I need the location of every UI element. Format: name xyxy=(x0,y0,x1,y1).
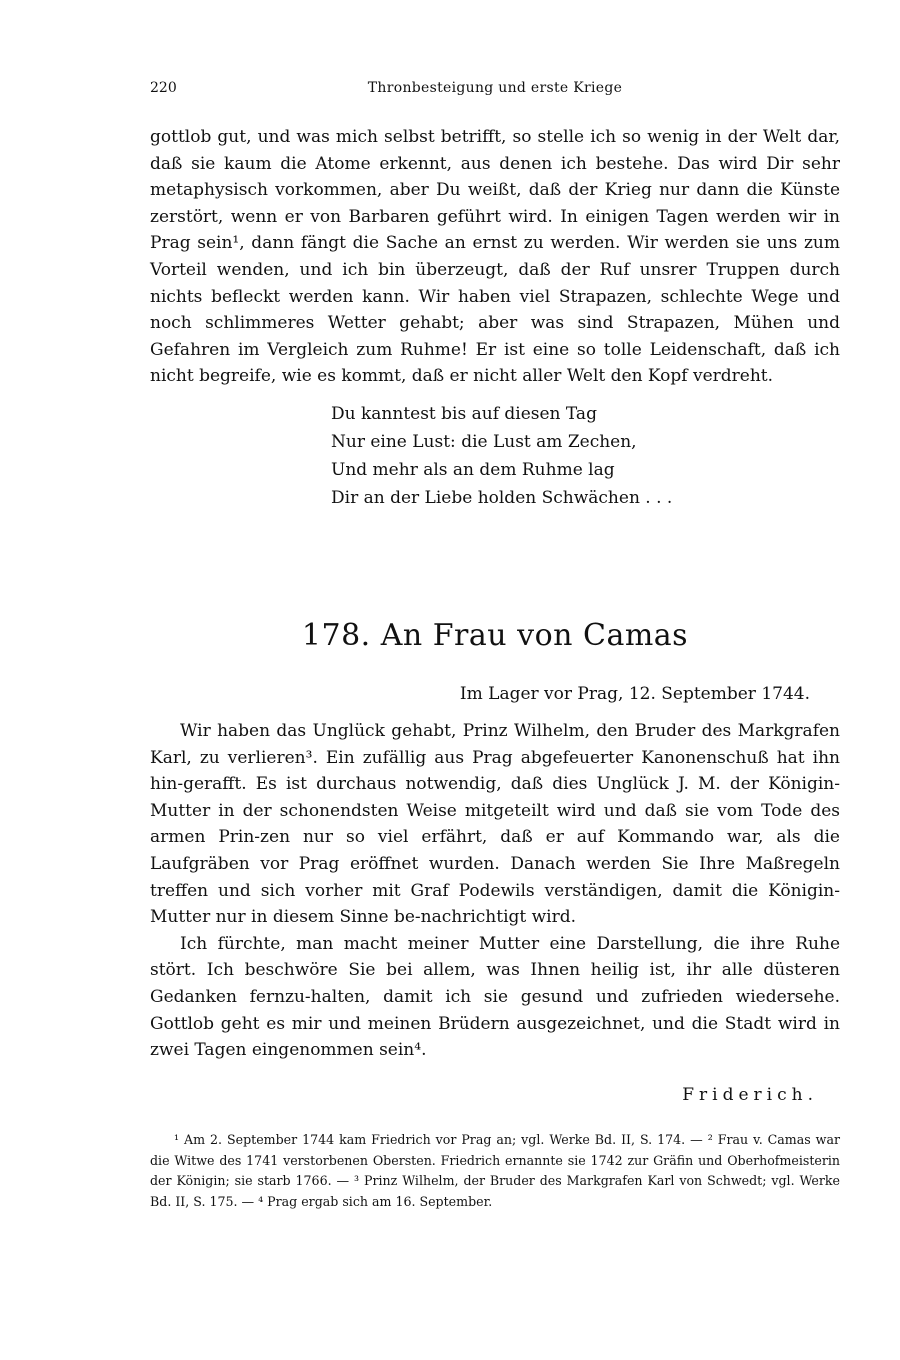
letter-heading: 178. An Frau von Camas xyxy=(301,618,689,653)
letter-177-continuation xyxy=(150,124,840,390)
verse-block xyxy=(331,400,672,512)
footnotes-text: ¹ Am 2. September 1744 kam Friedrich vor Prag an; vgl. Werke Bd. II, S. 174. — ² Frau v. Camas war die Witwe des 1741 verstorbenen Obersten. Friedrich ernannte sie 1742 zur Gräfin und Oberhofmeisterin der Königin; sie starb 1766. — ³ Prinz Wilhelm, der Bruder des Markgrafen Karl von Schwedt; vgl. Werke Bd. II, S. 175. — ⁴ Prag ergab sich am 16. September. xyxy=(150,1132,840,1209)
letter-178-paragraph-2: Ich fürchte, man macht meiner Mutter eine Darstellung, die ihre Ruhe stört. Ich beschwöre Sie bei allem, was Ihnen heilig ist, ihr alle düsteren Gedanken fernzu-halten, damit ich sie gesund und zufrieden wiedersehe. Gottlob geht es mir und meinen Brüdern ausgezeichnet, und die Stadt wird in zwei Tagen eingenommen sein⁴. xyxy=(150,933,840,1061)
page-number: 220 xyxy=(150,80,177,96)
verse-line-4: Dir an der Liebe holden Schwächen . . . xyxy=(331,488,673,508)
letter-177-paragraph: gottlob gut, und was mich selbst betrifft, so stelle ich so wenig in der Welt dar, daß sie kaum die Atome erkennt, aus denen ich bestehe. Das wird Dir sehr metaphysisch vorkommen, aber Du weißt, daß der Krieg nur dann die Künste zerstört, wenn er von Barbaren geführt wird. In einigen Tagen werden wir in Prag sein¹, dann fängt die Sache an ernst zu werden. Wir werden sie uns zum Vorteil wenden, und ich bin überzeugt, daß der Ruf unsrer Truppen durch nichts befleckt werden kann. Wir haben viel Strapazen, schlechte Wege und noch schlimmeres Wetter gehabt; aber was sind Strapazen, Mühen und Gefahren im Vergleich zum Ruhme! Er ist eine so tolle Leidenschaft, daß ich nicht begreife, wie es kommt, daß er nicht aller Welt den Kopf verdreht. xyxy=(150,127,840,387)
footnotes xyxy=(150,1130,840,1212)
verse-line-1: Du kanntest bis auf diesen Tag xyxy=(331,404,597,424)
verse-line-3: Und mehr als an dem Ruhme lag xyxy=(331,460,615,480)
running-header xyxy=(150,80,840,102)
letter-178-body xyxy=(150,718,840,1064)
letter-178-paragraph-1: Wir haben das Unglück gehabt, Prinz Wilhelm, den Bruder des Markgrafen Karl, zu verlieren³. Ein zufällig aus Prag abgefeuerter Kanonenschuß hat ihn hin-gerafft. Es ist durchaus notwendig, daß dies Unglück J. M. der Königin-Mutter in der schonendsten Weise mitgeteilt wird und daß sie vom Tode des armen Prin-zen nur so viel erfährt, daß er auf Kommando war, als die Laufgräben vor Prag eröffnet wurden. Danach werden Sie Ihre Maßregeln treffen und sich vorher mit Graf Podewils verständigen, damit die Königin-Mutter nur in diesem Sinne be-nachrichtigt wird. xyxy=(150,721,840,928)
verse-line-2: Nur eine Lust: die Lust am Zechen, xyxy=(331,432,637,452)
dateline: Im Lager vor Prag, 12. September 1744. xyxy=(459,684,810,704)
signature: Friderich. xyxy=(682,1085,818,1105)
running-title: Thronbesteigung und erste Kriege xyxy=(367,80,623,96)
